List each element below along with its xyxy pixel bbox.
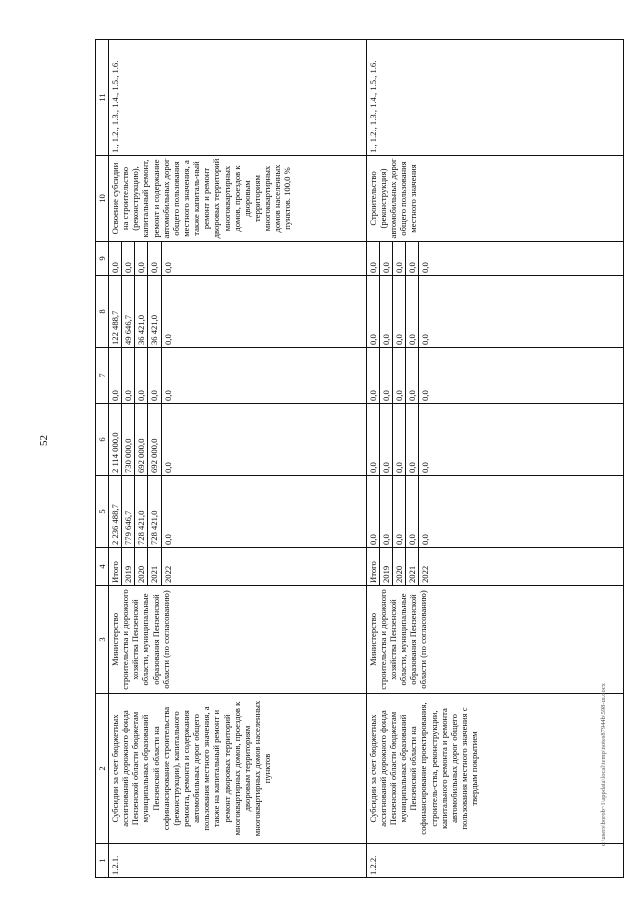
value-cell: 0,0 (406, 476, 419, 548)
year-cell: 2020 (135, 548, 148, 586)
value-cell: 728 421,0 (135, 476, 148, 548)
col-header: 2 (96, 694, 109, 844)
value-cell: 0,0 (109, 242, 122, 276)
value-cell: 0,0 (366, 476, 379, 548)
value-cell: 0,0 (392, 404, 405, 476)
row-result: Строительство (реконструкция) автомобильных дорог общего пользования местного значения (366, 156, 624, 242)
row-name: Субсидии за счет бюджетных ассигнований дорожного фонда Пензенской области бюджетам муниципальных образований Пензенской области на софинансирование строительства (реконструкции), капитального ремонта, ремонта и содержания автомобильных дорог общего пользования местного значения, а также на капитальный ремонт и ремонт дворовых территорий многоквартирных домов, проездов к дворовым территориям многоквартирных домов населенных пунктов (109, 694, 367, 844)
value-cell: 36 421,0 (148, 276, 161, 348)
col-header: 4 (96, 548, 109, 586)
value-cell: 0,0 (392, 242, 405, 276)
col-header: 10 (96, 156, 109, 242)
value-cell: 730 000,0 (122, 404, 135, 476)
year-cell: 2021 (406, 548, 419, 586)
row-name: Субсидии за счет бюджетных ассигнований дорожного фонда Пензенской области бюджетам муниципальных образований Пензенской области на софинансирование проектирования, строитель-ства, реконструкции, капитального ремонта и ремонта автомобильных дорог общего пользования местного значения с твердым покрытием (366, 694, 624, 844)
year-cell: Итого (109, 548, 122, 586)
value-cell: 0,0 (406, 276, 419, 348)
col-header: 5 (96, 476, 109, 548)
row-result: Освоение субсидии на строительство (реконструкцию), капитальный ремонт, ремонт и содержание автомобильных дорог общего пользования местного значения, а также капиталь-ный ремонт и ремонт дворовых территорий многоквартирных домов, проездов к дворовым территориям многоквартирных домов населенных пунктов. 100,0 % (109, 156, 367, 242)
col-header: 11 (96, 40, 109, 156)
value-cell: 0,0 (148, 242, 161, 276)
col-header: 3 (96, 586, 109, 694)
row-code: 1.2.1. (109, 844, 367, 878)
col-header: 1 (96, 844, 109, 878)
value-cell: 0,0 (419, 348, 432, 404)
row-code: 1.2.2. (366, 844, 624, 878)
value-cell: 779 646,7 (122, 476, 135, 548)
year-cell: 2022 (161, 548, 174, 586)
value-cell: 0,0 (419, 276, 432, 348)
value-cell: 0,0 (392, 348, 405, 404)
value-cell: 0,0 (161, 276, 174, 348)
row-executor: Министерство строительства и дорожного хозяйства Пензенской области, муниципальные образования Пензенской области (по согласованию) (109, 586, 367, 694)
value-cell: 0,0 (379, 276, 392, 348)
value-cell: 0,0 (161, 348, 174, 404)
value-cell: 36 421,0 (135, 276, 148, 348)
value-cell: 0,0 (161, 404, 174, 476)
value-cell: 0,0 (366, 404, 379, 476)
table-row (366, 40, 379, 878)
value-cell: 0,0 (109, 348, 122, 404)
table-row (109, 40, 122, 878)
value-cell: 122 488,7 (109, 276, 122, 348)
row-indicators: 1., 1.2., 1.3., 1.4., 1.5., 1.6. (366, 40, 624, 156)
col-header: 7 (96, 348, 109, 404)
value-cell: 0,0 (379, 476, 392, 548)
value-cell: 0,0 (122, 242, 135, 276)
value-cell: 0,0 (366, 348, 379, 404)
value-cell: 692 000,0 (148, 404, 161, 476)
program-table (95, 39, 624, 878)
header-row (96, 40, 109, 878)
value-cell: 728 421,0 (148, 476, 161, 548)
value-cell: 0,0 (379, 404, 392, 476)
col-header: 6 (96, 404, 109, 476)
year-cell: 2022 (419, 548, 432, 586)
value-cell: 2 236 488,7 (109, 476, 122, 548)
rotated-page (95, 40, 589, 878)
value-cell: 0,0 (379, 242, 392, 276)
value-cell: 0,0 (366, 276, 379, 348)
value-cell: 0,0 (366, 242, 379, 276)
value-cell: 0,0 (419, 404, 432, 476)
value-cell: 0,0 (379, 348, 392, 404)
value-cell: 0,0 (148, 348, 161, 404)
year-cell: 2019 (122, 548, 135, 586)
value-cell: 0,0 (406, 404, 419, 476)
value-cell: 692 000,0 (135, 404, 148, 476)
value-cell: 0,0 (406, 242, 419, 276)
value-cell: 0,0 (406, 348, 419, 404)
value-cell: 0,0 (392, 476, 405, 548)
value-cell: 2 114 000,0 (109, 404, 122, 476)
value-cell: 0,0 (135, 242, 148, 276)
year-cell: 2021 (148, 548, 161, 586)
page-number: 52 (38, 435, 50, 446)
value-cell: 0,0 (419, 242, 432, 276)
value-cell: 49 646,7 (122, 276, 135, 348)
row-executor: Министерство строительства и дорожного хозяйства Пензенской области, муниципальные образования Пензенской области (по согласованию) (366, 586, 624, 694)
year-cell: 2020 (392, 548, 405, 586)
year-cell: 2019 (379, 548, 392, 586)
value-cell: 0,0 (392, 276, 405, 348)
col-header: 9 (96, 242, 109, 276)
value-cell: 0,0 (161, 476, 174, 548)
value-cell: 0,0 (161, 242, 174, 276)
file-path-footer: c:\users\borob~1\appdata\local\temp\notes87944b\598-ш.docx (600, 683, 607, 846)
value-cell: 0,0 (135, 348, 148, 404)
row-indicators: 1., 1.2., 1.3., 1.4., 1.5., 1.6. (109, 40, 367, 156)
year-cell: Итого (366, 548, 379, 586)
col-header: 8 (96, 276, 109, 348)
value-cell: 0,0 (419, 476, 432, 548)
value-cell: 0,0 (122, 348, 135, 404)
